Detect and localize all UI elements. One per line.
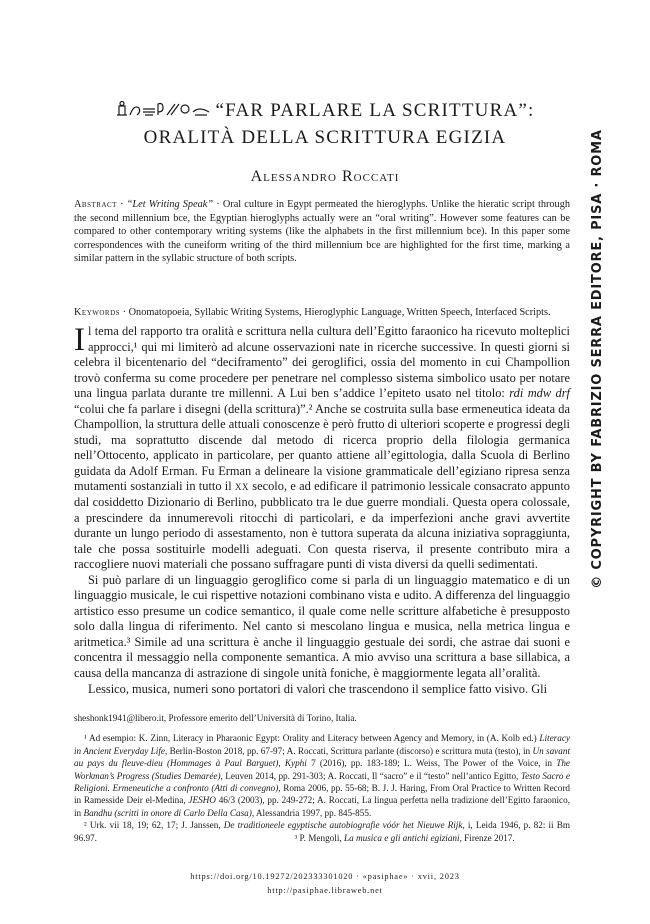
paragraph-1-text-b: “colui che fa parlare i disegni (della scrittura)”.² Anche se costruita sulla base ermeneutica ideata da Champollion, la struttura delle attuali conoscenze è però frutto di ulteriori scoperte e progressi degli studi, ma soprattutto discende dal metodo di ricerca proprio della filologia germanica nell’Ottocento, applicato in particolare, per quanto attiene all’egittologia, dalla Scuola di Berlino guidata da Adolf Erman. Fu Erman a delineare la visione grammaticale dell’egiziano ripresa senza mutamenti sostanziali in tutto il bbox=[74, 401, 570, 494]
paragraph-1-text-a: l tema del rapporto tra oralità e scrittura nella cultura dell’Egitto faraonico ha ricevuto molteplici approcci,¹ qui mi limiterò ad alcune osservazioni nate in ricerche successive. In questi giorni si celebra il bicentenario del “deciframento” dei geroglifici, ossia del momento in cui Champollion trovò conferma su come procedere per penetrare nel complesso sistema simbolico usato per notare una lingua parlata durante tre millenni. A Lui ben s’addice l’epiteto usato nel titolo: bbox=[74, 324, 570, 401]
article-body bbox=[74, 324, 570, 697]
century-numeral: xx bbox=[235, 479, 249, 494]
transliteration: rdi mdw drf bbox=[509, 386, 570, 401]
abstract-text: · Oral culture in Egypt permeated the hieroglyphs. Unlike the hieratic script through the second millennium bce, the Egyptian hieroglyphs actually were an “oral writing”. However some features can be compared to other contemporary writing systems (like the alphabets in the first millennium bce). In this paper some correspondences with the cuneiform writing of the third millennium bce are highlighted for the first time, marking a similar pattern in the syllabic structure of both scripts. bbox=[74, 199, 571, 264]
keywords bbox=[74, 306, 570, 320]
article-title-line-1 bbox=[0, 100, 650, 122]
paragraph-2: Si può parlare di un linguaggio geroglifico come si parla di un linguaggio matematico e di un linguaggio musicale, le cui rispettive notazioni combinano vista e udito. A differenza del linguaggio artistico esso presume un codice semantico, il quale come nelle scritture alfabetiche è presupposto solo dalla lingua di riferimento. Nel canto si mescolano lingua e musica, nella metrica lingua e aritmetica.³ Simile ad una scrittura è anche il linguaggio gestuale dei sordi, che astrae dai suoni e concentra il messaggio nella componente semantica. A mio avviso una scrittura a base sillabica, a causa della mancanza di astrazione di singole unità foniche, è maggiormente legata all’oralità. bbox=[74, 572, 570, 681]
paragraph-3: Lessico, musica, numeri sono portatori di valori che trascendono il semplice fatto visivo. Gli bbox=[88, 681, 548, 696]
footnotes bbox=[74, 712, 570, 844]
article-title-text: “FAR PARLARE LA SCRITTURA”: bbox=[215, 100, 535, 121]
hieroglyph-group-icon bbox=[115, 100, 211, 118]
doi-line: https://doi.org/10.19272/202333301020 · «pasiphae» · xvii, 2023 bbox=[190, 872, 460, 881]
keywords-label: Keywords bbox=[74, 307, 121, 318]
paragraph-1 bbox=[74, 324, 570, 573]
footnote-1: ¹ Ad esempio: K. Zinn, Literacy in Pharaonic Egypt: Orality and Literacy between Agency and Memory, in (A. Kolb ed.) Literacy in Ancient Everyday Life, Berlin-Boston 2018, pp. 67-97; A. Roccati, Scrittura parlante (discorso) e scrittura muta (testo), in Un savant au pays du fleuve-dieu (Hommages à Paul Barguet), Kyphi 7 (2016), pp. 183-189; L. Weiss, The Power of the Voice, in The Workman’s Progress (Studies Demarée), Leuven 2014, pp. 291-303; A. Roccati, Il “sacro” e il “testo” nell’antico Egitto, Testo Sacro e Religioni. Ermeneutiche a confronto (Atti di convegno), Roma 2006, pp. 55-68; B. J. J. Haring, From Oral Practice to Written Record in Ramesside Deir el-Medina, JESHO 46/3 (2003), pp. 249-272; A. Roccati, La lingua perfetta nella tradizione dell’Egitto faraonico, in Bandhu (scritti in onore di Carlo Della Casa), Alessandria 1997, pp. 845-855. bbox=[74, 733, 571, 818]
copyright-notice: © COPYRIGHT BY FABRIZIO SERRA EDITORE, PISA · ROMA bbox=[590, 129, 605, 589]
keywords-text: · Onomatopoeia, Syllabic Writing Systems, Hieroglyphic Language, Written Speech, Interfaced Scripts. bbox=[120, 307, 551, 318]
abstract: Abstract · “Let Writing Speak” · Oral culture in Egypt permeated the hieroglyphs. Unlike the hieratic script through the second millennium bce, the Egyptian hieroglyphs actually were an “oral writing”. However some features can be compared to other contemporary writing systems (like the alphabets in the first millennium bce). In this paper some correspondences with the cuneiform writing of the third millennium bce are highlighted for the first time, marking a similar pattern in the syllabic structure of both scripts. bbox=[74, 199, 571, 264]
abstract-title: “Let Writing Speak” bbox=[126, 199, 214, 210]
author-affiliation: sheshonk1941@libero.it, Professore emerito dell’Università di Torino, Italia. bbox=[74, 713, 357, 723]
paragraph-1-text-c: secolo, e ad edificare il patrimonio lessicale consacrato appunto dal cosiddetto Dizionario di Berlino, pubblicato tra le due guerre mondiali. Questa opera colossale, a prescindere da innumerevoli ritocchi di particolari, e da imperfezioni anche gravi avvertite durante un lungo periodo di assestamento, non è tuttora superata da alcuna iniziativa sopraggiunta, tale che possa sostituirle modelli adeguati. Con questa riserva, il presente contributo mira a raccogliere nuovi materiali che possano suffragare punti di vista diversi da quelli sedimentati. bbox=[74, 479, 571, 572]
journal-url: http://pasiphae.libraweb.net bbox=[267, 886, 383, 895]
author-name: Alessandro Roccati bbox=[250, 168, 400, 185]
drop-cap: I bbox=[74, 322, 85, 358]
abstract-label: Abstract bbox=[74, 199, 117, 210]
article-subtitle: ORALITÀ DELLA SCRITTURA EGIZIA bbox=[143, 127, 507, 148]
footnote-2-3: ² Urk. vii 18, 19; 62, 17; J. Janssen, De traditioneele egyptische autobiografie vóór het Nieuwe Rijk, i, Leida 1946, p. 82: ii Bm 96.97. ³ P. Mengoli, La musica e gli antichi egiziani, Firenze 2017. bbox=[74, 820, 570, 843]
